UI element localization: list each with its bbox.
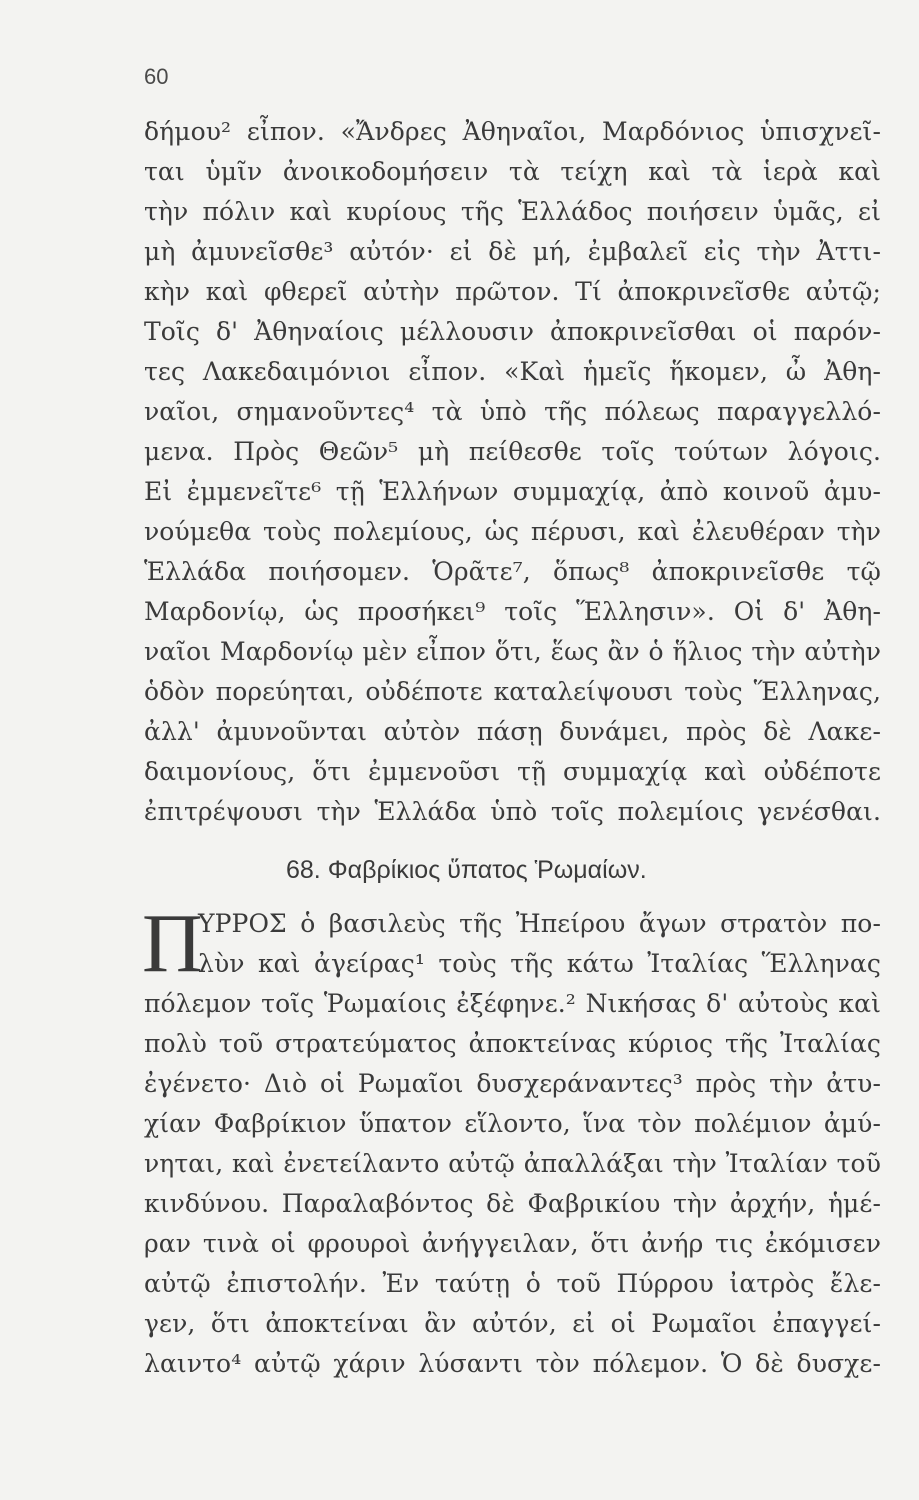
text-line: Μαρδονίῳ, ὡς προσήκει⁹ τοῖς Ἕλλησιν». Οἱ δ' Ἀθη- bbox=[144, 597, 881, 626]
section-heading: 68. Φαβρίκιος ὕπατος Ῥωμαίων. bbox=[286, 856, 647, 884]
text-line: αὐτῷ ἐπιστολήν. Ἐν ταύτῃ ὁ τοῦ Πύρρου ἰατρὸς ἔλε- bbox=[144, 1269, 881, 1298]
text-line: γεν, ὅτι ἀποκτείναι ἂν αὐτόν, εἰ οἱ Ρωμαῖοι ἐπαγγεί- bbox=[144, 1309, 881, 1338]
text-line: ἐγένετο· Διὸ οἱ Ρωμαῖοι δυσχεράναντες³ πρὸς τὴν ἀτυ- bbox=[144, 1069, 881, 1098]
text-line: Εἰ ἐμμενεῖτε⁶ τῇ Ἑλλήνων συμμαχίᾳ, ἀπὸ κοινοῦ ἀμυ- bbox=[144, 477, 881, 506]
text-line: πόλεμον τοῖς Ῥωμαίοις ἐξέφηνε.² Νικήσας δ' αὐτοὺς καὶ bbox=[144, 989, 881, 1018]
text-line: τὴν πόλιν καὶ κυρίους τῆς Ἑλλάδος ποιήσειν ὑμᾶς, εἰ bbox=[144, 197, 881, 226]
text-line: ΥΡΡΟΣ ὁ βασιλεὺς τῆς Ἠπείρου ἄγων στρατὸν πο- bbox=[198, 909, 881, 938]
text-line: Ἑλλάδα ποιήσομεν. Ὁρᾶτε⁷, ὅπως⁸ ἀποκρινεῖσθε τῷ bbox=[144, 557, 881, 586]
text-line: ἐπιτρέψουσι τὴν Ἑλλάδα ὑπὸ τοῖς πολεμίοις γενέσθαι. bbox=[144, 797, 881, 826]
text-line: λὺν καὶ ἀγείρας¹ τοὺς τῆς κάτω Ἰταλίας Ἕλληνας bbox=[198, 949, 881, 978]
text-line: ὁδὸν πορεύηται, οὐδέποτε καταλείψουσι τοὺς Ἕλληνας, bbox=[144, 677, 881, 706]
text-line: δαιμονίους, ὅτι ἐμμενοῦσι τῇ συμμαχίᾳ καὶ οὐδέποτε bbox=[144, 757, 881, 786]
text-line: λαιντο⁴ αὐτῷ χάριν λύσαντι τὸν πόλεμον. Ὁ δὲ δυσχε- bbox=[144, 1349, 881, 1378]
text-line: τες Λακεδαιμόνιοι εἶπον. «Καὶ ἡμεῖς ἥκομεν, ὦ Ἀθη- bbox=[144, 357, 881, 386]
text-line: δήμου² εἶπον. «Ἄνδρες Ἀθηναῖοι, Μαρδόνιος ὑπισχνεῖ- bbox=[144, 117, 881, 146]
text-line: ναῖοι Μαρδονίῳ μὲν εἶπον ὅτι, ἕως ἂν ὁ ἥλιος τὴν αὐτὴν bbox=[144, 637, 881, 666]
text-line: νούμεθα τοὺς πολεμίους, ὡς πέρυσι, καὶ ἐλευθέραν τὴν bbox=[144, 517, 881, 546]
text-line: ται ὑμῖν ἀνοικοδομήσειν τὰ τείχη καὶ τὰ ἱερὰ καὶ bbox=[144, 157, 881, 186]
text-line: μενα. Πρὸς Θεῶν⁵ μὴ πείθεσθε τοῖς τούτων λόγοις. bbox=[144, 437, 881, 466]
text-line: κὴν καὶ φθερεῖ αὐτὴν πρῶτον. Τί ἀποκρινεῖσθε αὐτῷ; bbox=[144, 277, 881, 306]
text-line: χίαν Φαβρίκιον ὕπατον εἵλοντο, ἵνα τὸν πολέμιον ἀμύ- bbox=[144, 1109, 881, 1138]
drop-cap: Π bbox=[142, 897, 203, 990]
page-number: 60 bbox=[144, 64, 169, 89]
text-line: ναῖοι, σημανοῦντες⁴ τὰ ὑπὸ τῆς πόλεως παραγγελλό- bbox=[144, 397, 881, 426]
text-line: νηται, καὶ ἐνετείλαντο αὐτῷ ἀπαλλάξαι τὴν Ἰταλίαν τοῦ bbox=[144, 1149, 881, 1178]
text-line: κινδύνου. Παραλαβόντος δὲ Φαβρικίου τὴν ἀρχήν, ἡμέ- bbox=[144, 1189, 881, 1218]
text-line: μὴ ἀμυνεῖσθε³ αὐτόν· εἰ δὲ μή, ἐμβαλεῖ εἰς τὴν Ἀττι- bbox=[144, 237, 881, 266]
text-line: Τοῖς δ' Ἀθηναίοις μέλλουσιν ἀποκρινεῖσθαι οἱ παρόν- bbox=[144, 317, 881, 346]
text-line: ἀλλ' ἀμυνοῦνται αὐτὸν πάσῃ δυνάμει, πρὸς δὲ Λακε- bbox=[144, 717, 881, 746]
text-line: ραν τινὰ οἱ φρουροὶ ἀνήγγειλαν, ὅτι ἀνήρ τις ἐκόμισεν bbox=[144, 1229, 881, 1258]
text-line: πολὺ τοῦ στρατεύματος ἀποκτείνας κύριος τῆς Ἰταλίας bbox=[144, 1029, 881, 1058]
